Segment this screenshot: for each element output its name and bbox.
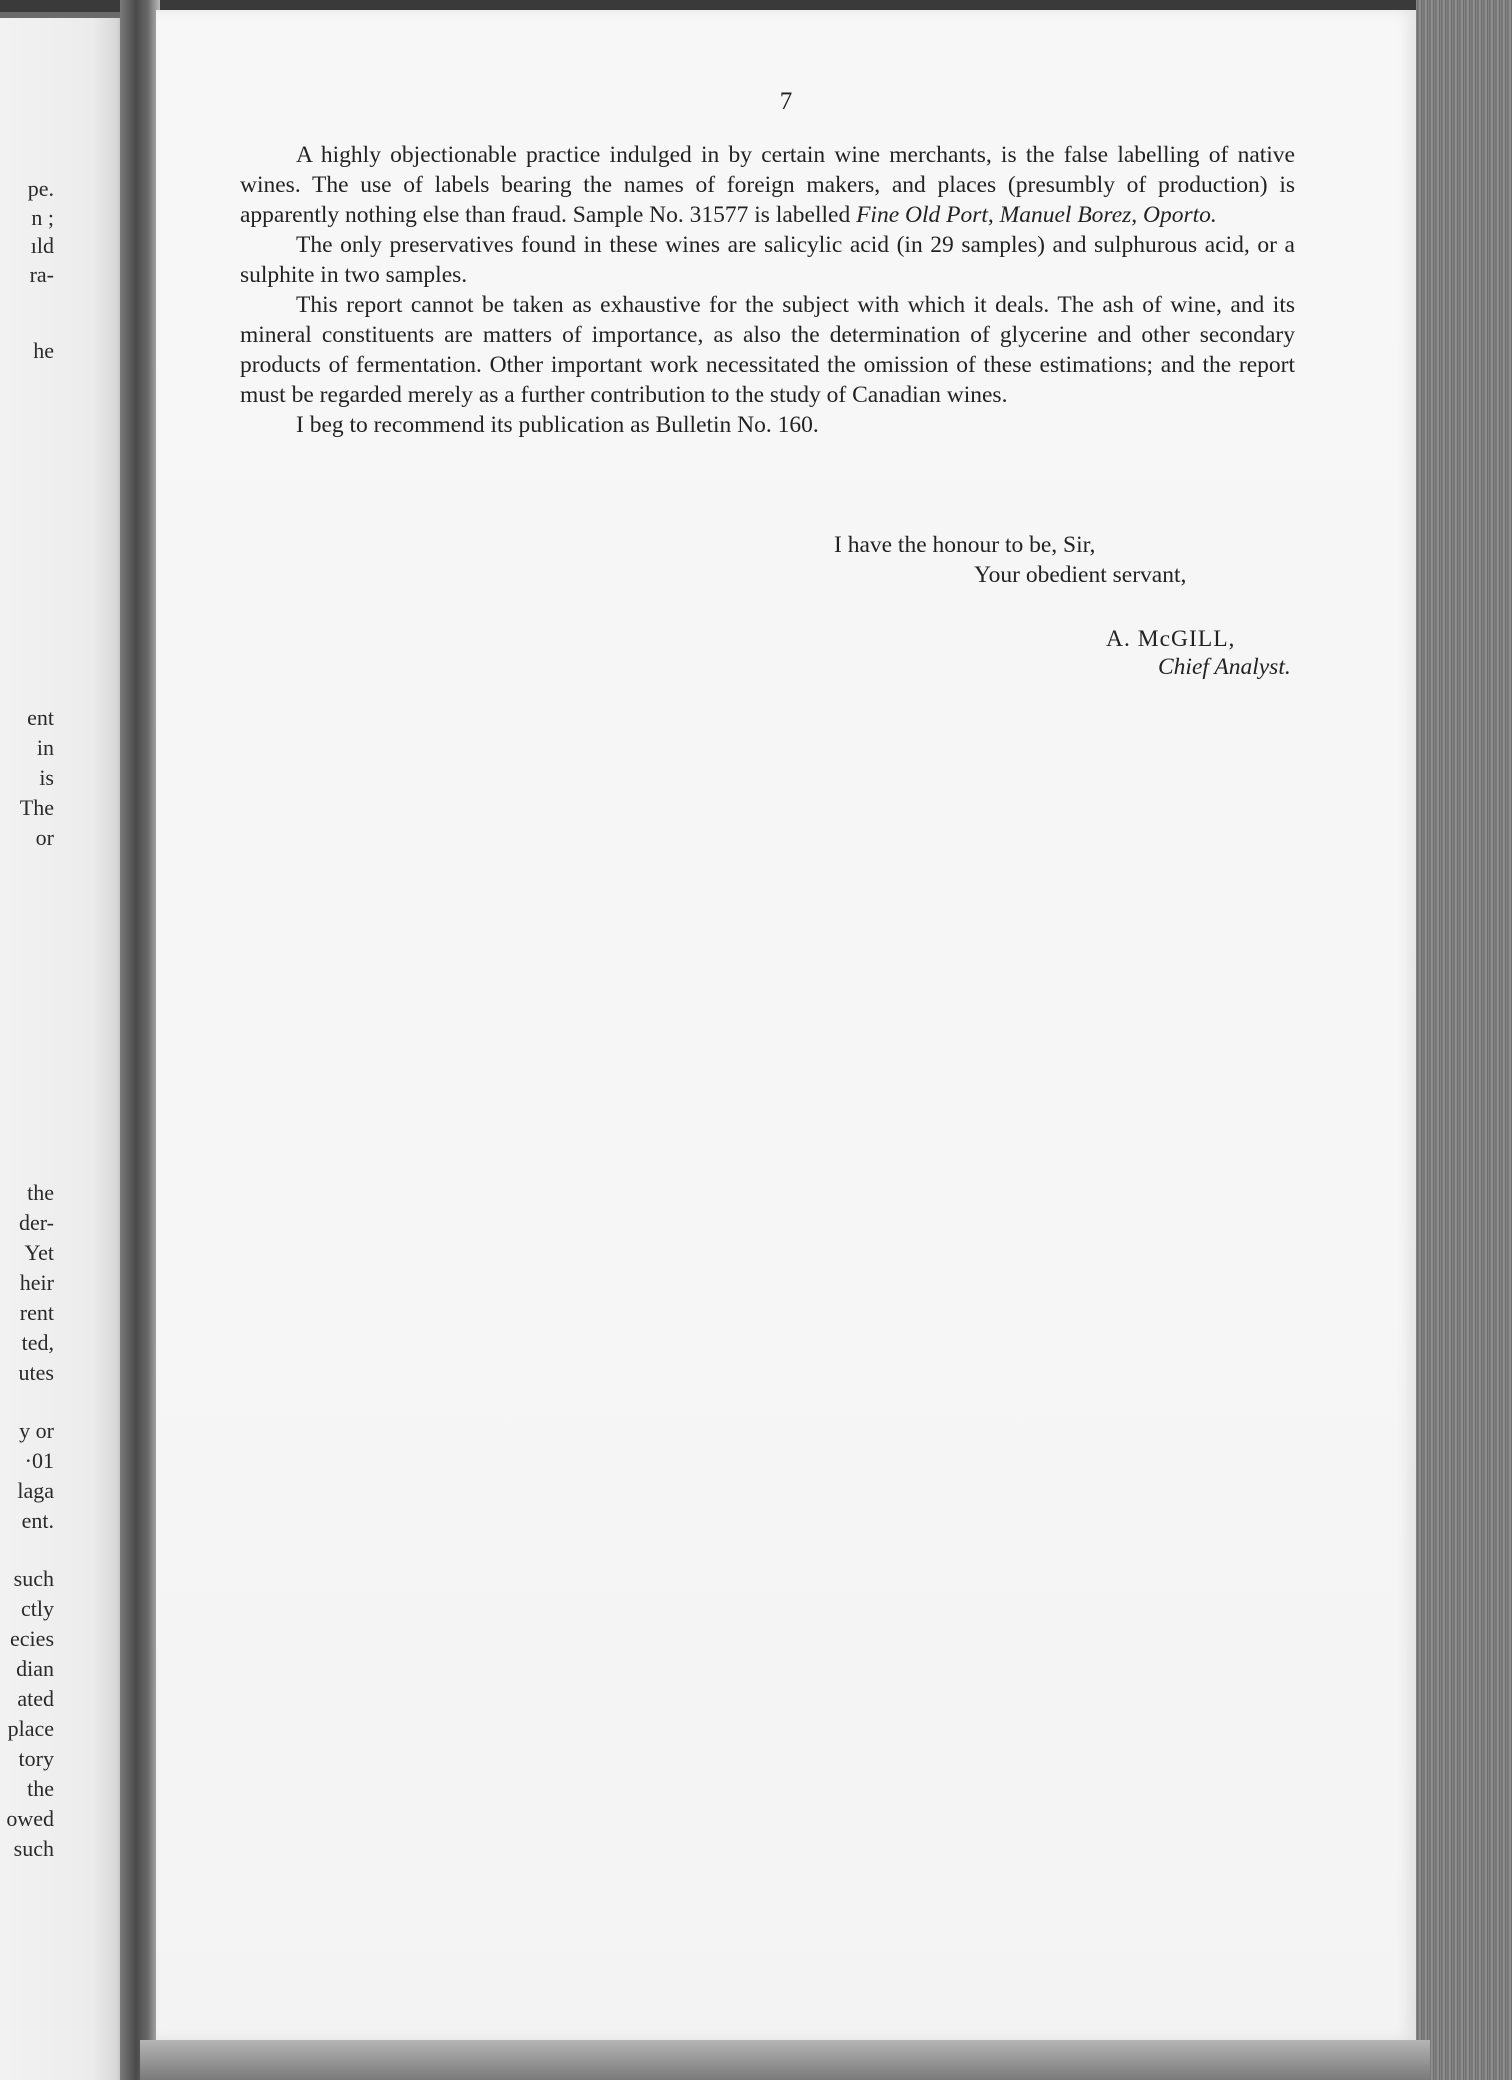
paragraph <box>240 140 1295 230</box>
facing-page-fragment: owed <box>6 1806 54 1831</box>
facing-page-fragment: the <box>27 1776 54 1801</box>
page-right <box>156 10 1416 2040</box>
signature-title: Chief Analyst. <box>1158 654 1291 680</box>
facing-page-fragment: ctly <box>21 1596 54 1621</box>
facing-page-fragment: ent. <box>21 1508 54 1533</box>
page-number: 7 <box>779 88 793 115</box>
facing-page-fragment: in <box>36 735 54 760</box>
facing-page-fragment: der- <box>19 1210 54 1235</box>
facing-page-fragment: ated <box>17 1686 54 1711</box>
paragraph <box>240 410 1295 440</box>
facing-page-fragment: is <box>39 765 54 790</box>
paragraph-text: A highly objectionable practice indulged in by certain wine merchants, is the false labelling of native wines. The use of labels bearing the names of foreign makers, and places (presumbly of production) is apparently nothing else than fraud. Sample No. 31577 is labelled <box>240 142 1295 228</box>
facing-page-fragment: rent <box>19 1300 54 1325</box>
facing-page-fragment: utes <box>18 1360 54 1385</box>
label-quote: Fine Old Port, Manuel Borez, Oporto. <box>856 202 1217 228</box>
facing-page-fragment: ·01 <box>24 1448 54 1473</box>
facing-page-fragment: heir <box>19 1270 54 1295</box>
facing-page-fragment: Yet <box>24 1240 54 1265</box>
facing-page-fragment: place <box>7 1716 54 1741</box>
signature-name: A. McGILL, <box>1106 626 1236 652</box>
closing-line: Your obedient servant, <box>974 562 1187 588</box>
closing-line: I have the honour to be, Sir, <box>834 532 1096 558</box>
body-text <box>240 140 1295 440</box>
facing-page-fragment: y or <box>19 1418 54 1443</box>
facing-page-fragment: n ; <box>31 205 54 230</box>
facing-page-fragment: ra- <box>29 262 54 287</box>
paragraph <box>240 230 1295 290</box>
paragraph-text: This report cannot be taken as exhaustive for the subject with which it deals. The ash of wine, and its mineral constituents are matters of importance, as also the determination of glycerine and other secondary products of fermentation. Other important work necessitated the omission of these estimations; and the report must be regarded merely as a further contribution to the study of Canadian wines. <box>240 292 1295 408</box>
facing-page-fragment: tory <box>18 1746 54 1771</box>
facing-page-fragment: ted, <box>21 1330 54 1355</box>
facing-page-fragment: ıld <box>30 233 54 258</box>
paragraph-text: I beg to recommend its publication as Bulletin No. 160. <box>296 412 819 438</box>
paragraph <box>240 290 1295 410</box>
facing-page-fragment: he <box>33 338 54 363</box>
book-gutter <box>120 0 160 2080</box>
facing-page-fragment: laga <box>17 1478 54 1503</box>
facing-page-left <box>0 18 132 2080</box>
facing-page-fragment: such <box>13 1836 54 1861</box>
facing-page-fragment: dian <box>16 1656 54 1681</box>
facing-page-fragment: The <box>19 795 54 820</box>
facing-page-fragment: the <box>27 1180 54 1205</box>
facing-page-fragment: such <box>13 1566 54 1591</box>
facing-page-fragment: or <box>35 825 54 850</box>
page-block-edges <box>1416 0 1512 2080</box>
facing-page-fragment: ent <box>27 705 54 730</box>
scan-bottom-edge <box>140 2040 1430 2080</box>
paragraph-text: The only preservatives found in these wines are salicylic acid (in 29 samples) and sulphurous acid, or a sulphite in two samples. <box>240 232 1295 288</box>
facing-page-fragment: pe. <box>27 176 54 201</box>
facing-page-fragment: ecies <box>10 1626 54 1651</box>
